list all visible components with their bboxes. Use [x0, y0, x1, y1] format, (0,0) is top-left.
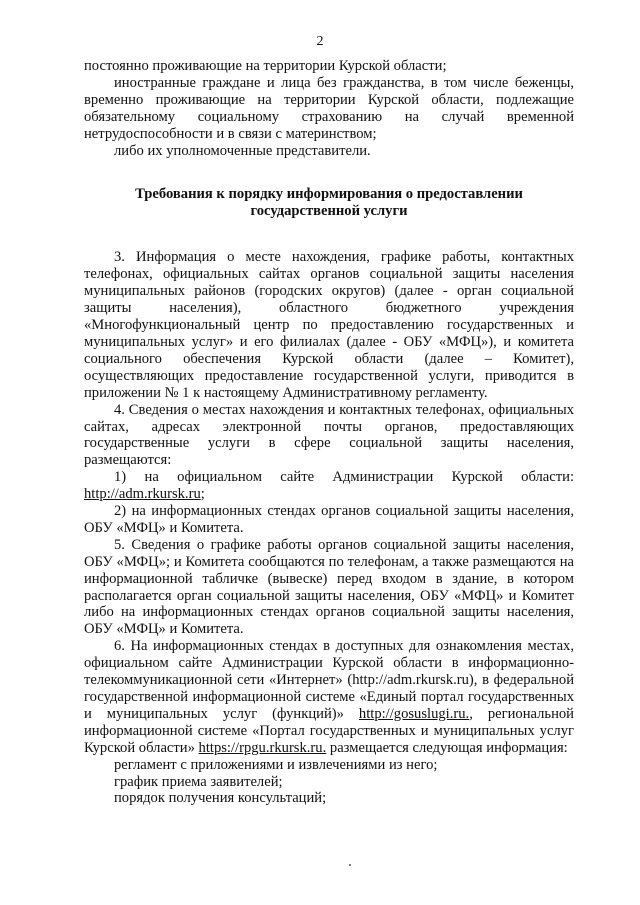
section-heading — [84, 186, 574, 220]
paragraph-representatives: либо их уполномоченные представители. — [114, 142, 371, 159]
list-item-regulation: регламент с приложениями и извлечениями из него; — [114, 756, 438, 773]
gosuslugi-link[interactable]: http://gosuslugi.ru. — [358, 705, 470, 722]
item-6-text-c: размещается следующая информация: — [326, 739, 568, 756]
item-4: 4. Сведения о местах нахождения и контактных телефонах, официальных сайтах, адресах электронной почты органов, предоставляющих государственные услуги в сфере социальной защиты населения, размещаются: — [84, 401, 574, 469]
adm-rkursk-link[interactable]: http://adm.rkursk.ru — [84, 486, 201, 503]
paragraph-foreign-citizens: иностранные граждане и лица без гражданства, в том числе беженцы, временно проживающие на территории Курской области, подлежащие обязательному социальному страхованию на случай временной нетрудоспособности и в связи с материнством; — [84, 74, 574, 142]
section-heading-line2: государственной услуги — [250, 203, 408, 220]
item-3: 3. Информация о месте нахождения, графике работы, контактных телефонах, официальных сайтах органов социальной защиты населения муниципальных районов (городских округов) (далее - орган социальной защиты населения), областного бюджетного учреждения «Многофункциональный центр по предоставлению государственных и муниципальных услуг» и его филиалах (далее - ОБУ «МФЦ»), и комитета социального обеспечения Курской области (далее – Комитет), осуществляющих предоставление государственной услуги, приводится в приложении № 1 к настоящему Административному регламенту. — [84, 249, 574, 401]
list-item-consultations: порядок получения консультаций; — [114, 790, 327, 807]
list-item-schedule: график приема заявителей; — [114, 773, 283, 790]
page-number: 2 — [316, 34, 324, 49]
item-5: 5. Сведения о графике работы органов социальной защиты населения, ОБУ «МФЦ»; и Комитета сообщаются по телефонам, а также размещаются на информационной табличке (вывеске) перед входом в здание, в котором располагается орган социальной защиты населения, ОБУ «МФЦ» и Комитет либо на информационных стендах органов социальной защиты населения, ОБУ «МФЦ» и Комитета. — [84, 536, 574, 638]
section-heading-line1: Требования к порядку информирования о предоставлении — [135, 186, 523, 203]
item-4-1-end: ; — [200, 486, 205, 503]
item-4-2: 2) на информационных стендах органов социальной защиты населения, ОБУ «МФЦ» и Комитета. — [84, 503, 574, 536]
item-6-text-b: , региональной информационной системе «Портал государственных и муниципальных услуг Курской области» — [84, 705, 574, 756]
item-4-1 — [84, 469, 574, 503]
item-6 — [84, 638, 574, 756]
item-6-text-a: 6. На информационных стендах в доступных для ознакомления местах, официальном сайте Администрации Курской области в информационно-телекоммуникационной сети «Интернет» (http://adm.rkursk.ru), в федеральной государственной информационной системе «Единый портал государственных и муниципальных услуг (функций)» — [84, 638, 574, 722]
paragraph-residents: постоянно проживающие на территории Курской области; — [84, 58, 447, 74]
scan-speck — [349, 864, 351, 866]
item-4-1-text: 1) на официальном сайте Администрации Курской области: — [114, 469, 574, 486]
document-body — [84, 58, 574, 807]
rpgu-link[interactable]: https://rpgu.rkursk.ru. — [198, 739, 327, 756]
